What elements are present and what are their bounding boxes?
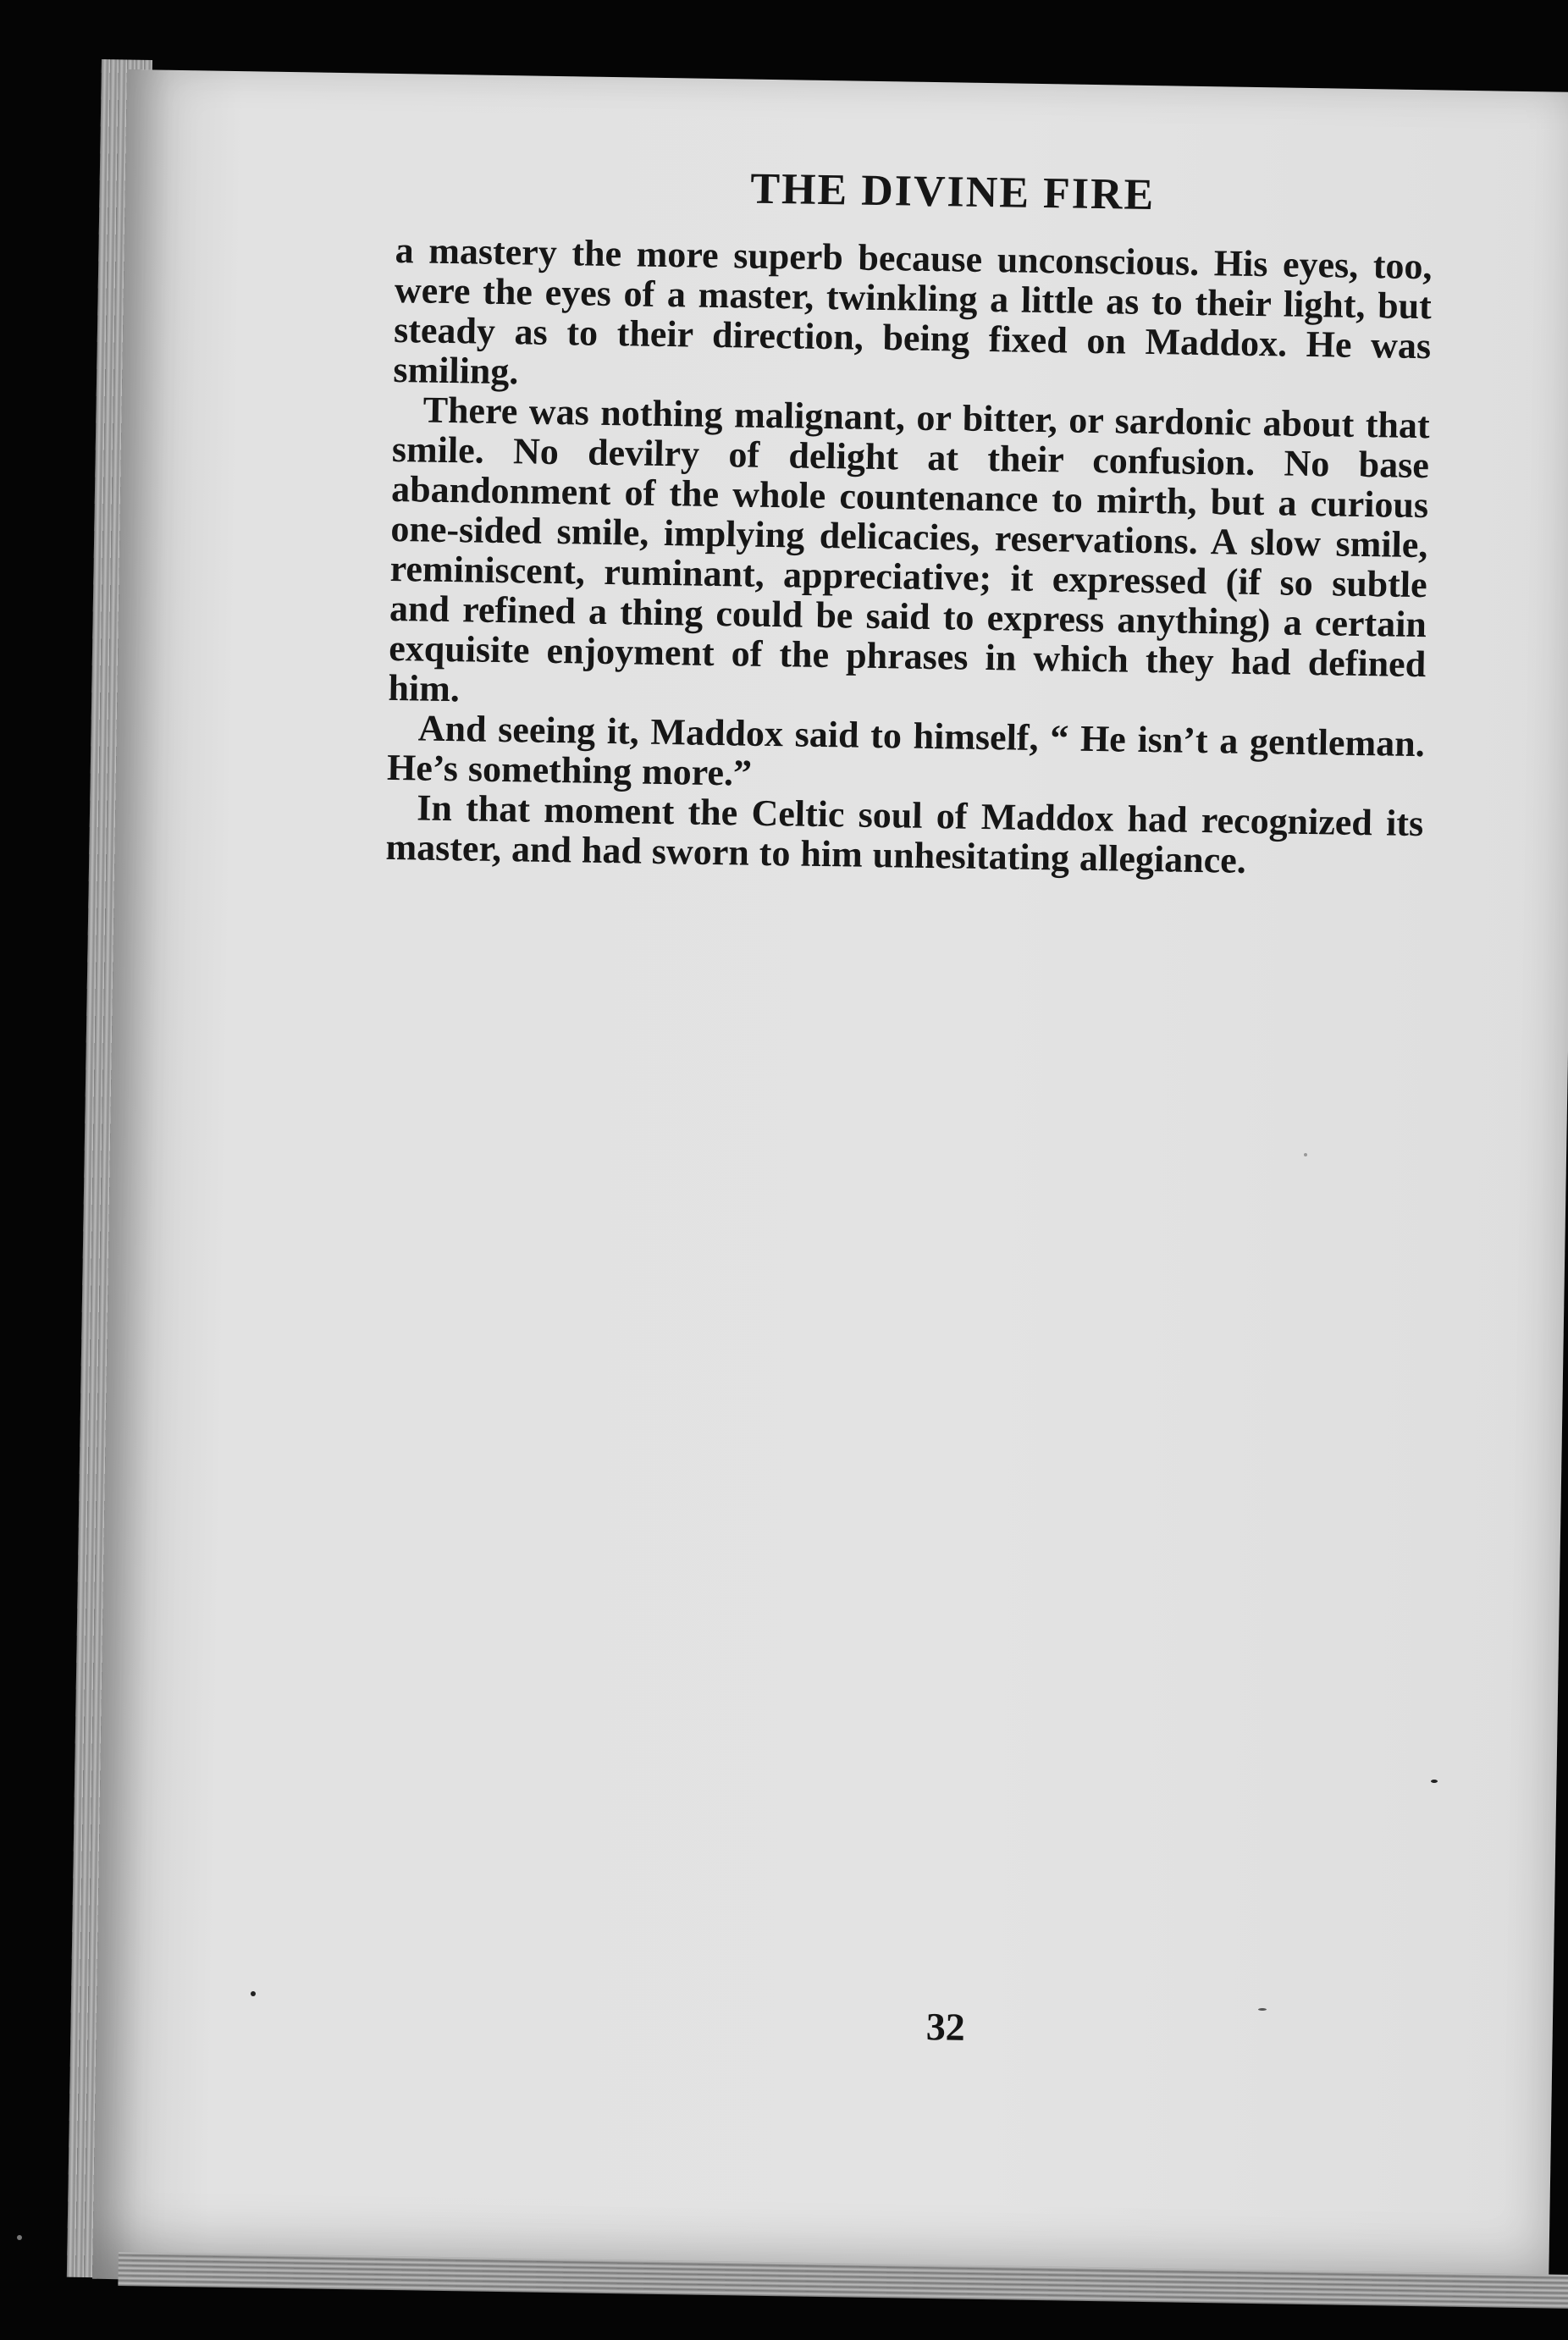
running-head: THE DIVINE FIRE <box>749 164 1156 220</box>
dust-speck <box>251 1991 256 1996</box>
book-page <box>92 69 1568 2302</box>
paragraph-3: And seeing it, Maddox said to himself, “ He isn’t a gentleman. He’s something more.” <box>386 707 1426 794</box>
paragraph-1: a mastery the more superb because unconscious. His eyes, too, were the eyes of a master, twinkling a little as to their light, but steady as to their direction, being fixed on Maddox. He was smiling. <box>393 229 1433 393</box>
paragraph-2: There was nothing malignant, or bitter, or sardonic about that smile. No devilry of delight at their confusion. No base abandonment of the whole countenance to mirth, but a curious one-sided smile, implying delicacies, reservations. A slow smile, reminiscent, ruminant, appreciative; it expressed (if so subtle and refined a thing could be said to express anything) a certain exquisite enjoyment of the phrases in which they had defined him. <box>388 389 1430 710</box>
text-block <box>385 158 1433 883</box>
dust-speck <box>1258 2008 1267 2011</box>
dust-speck <box>1304 1153 1307 1156</box>
page-number: 32 <box>925 2005 966 2049</box>
paragraph-4: In that moment the Celtic soul of Maddox had recognized its master, and had sworn to him unhesitating allegiance. <box>385 786 1424 881</box>
dust-speck <box>1431 1780 1438 1783</box>
dust-speck <box>17 2235 22 2240</box>
